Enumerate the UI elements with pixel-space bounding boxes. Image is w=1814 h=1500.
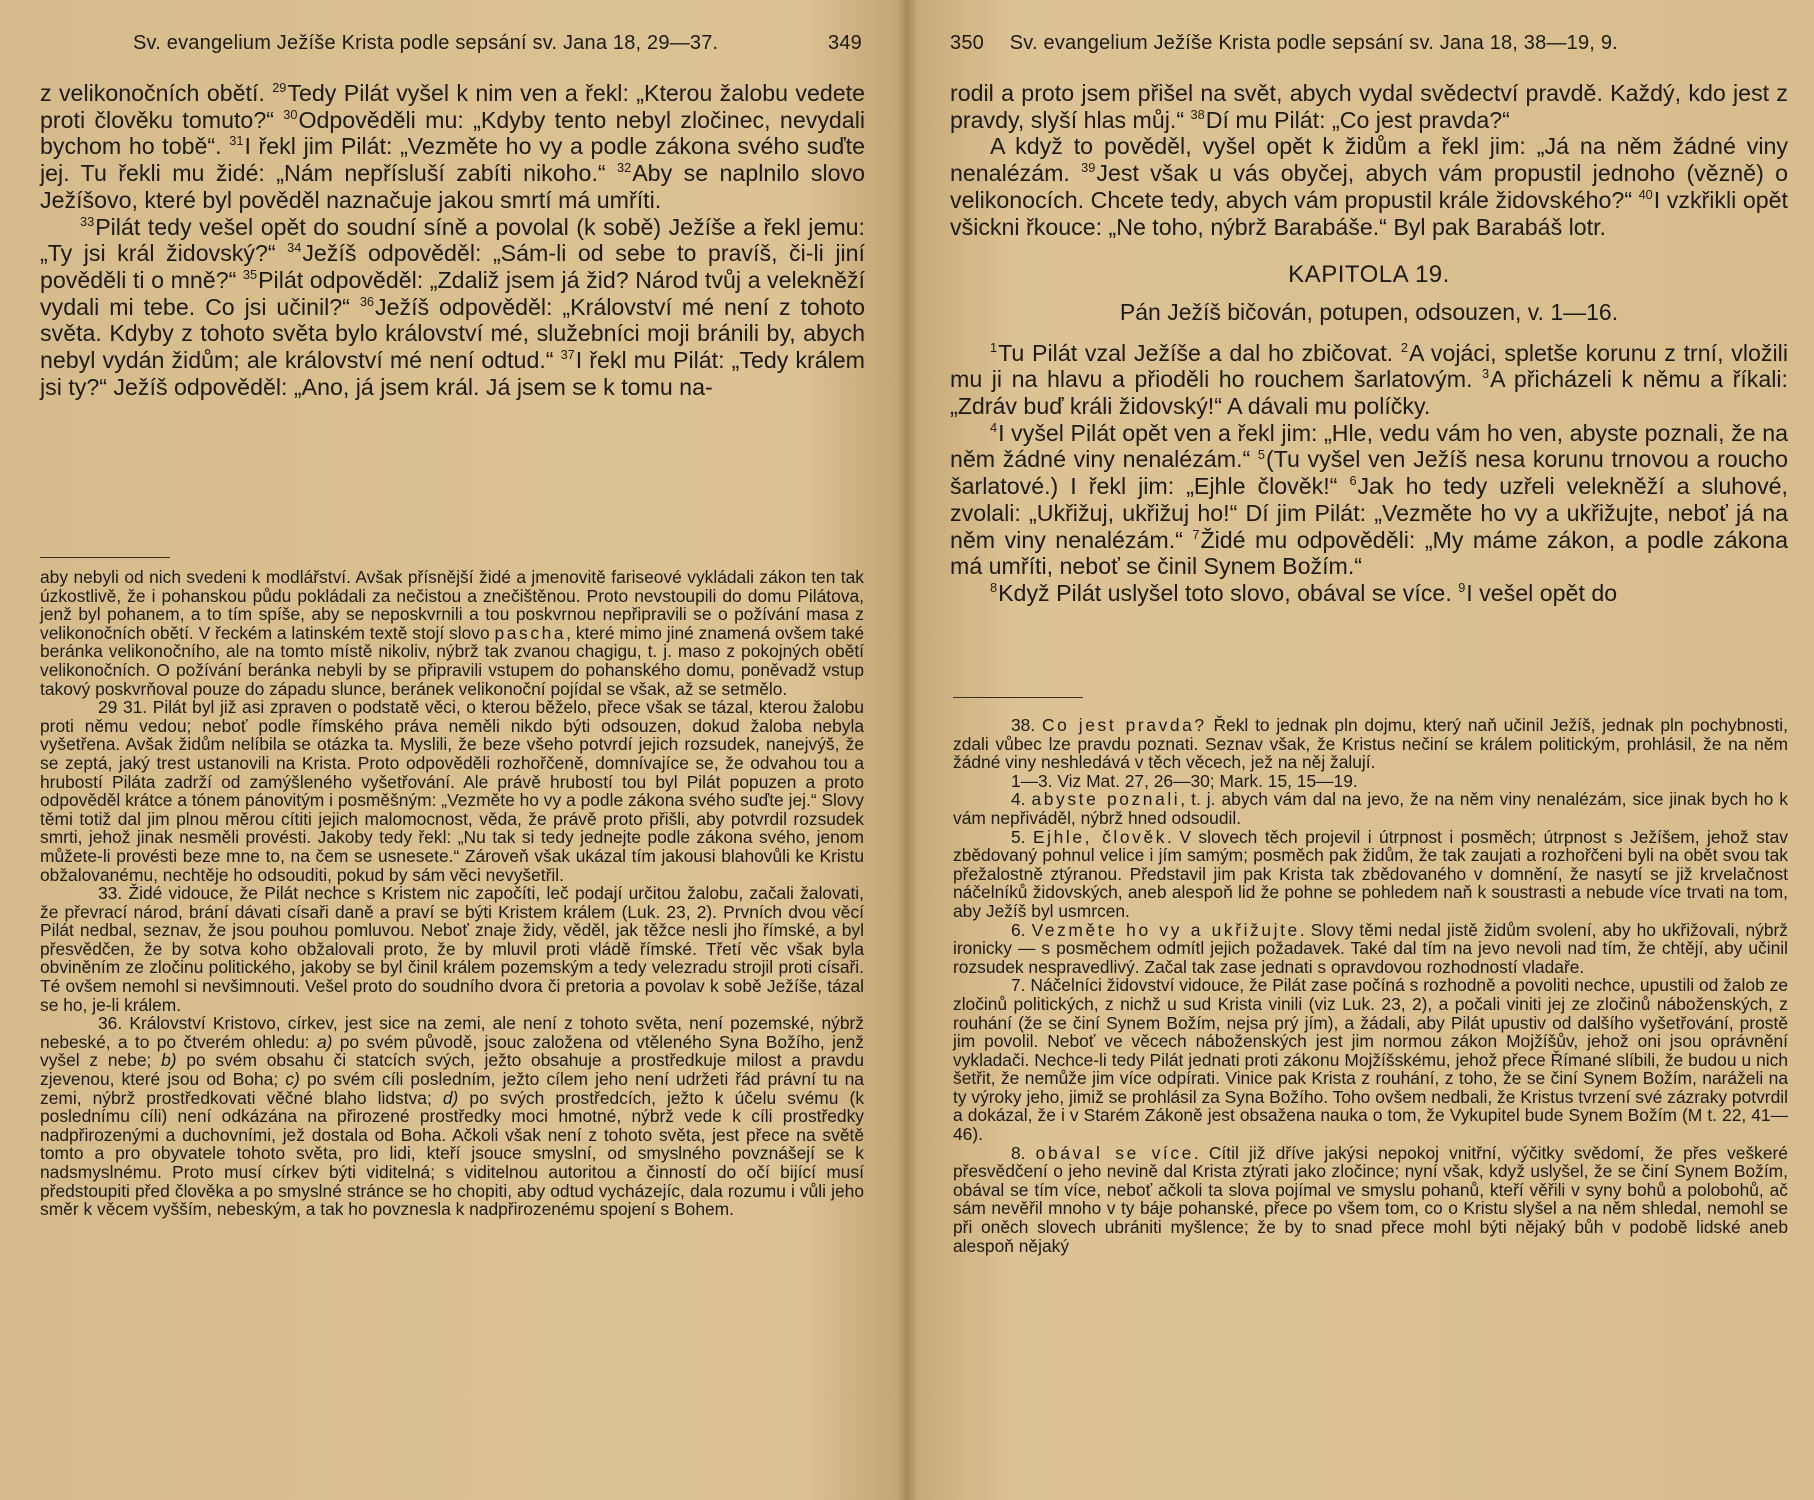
text-run: (Tu vyšel ven Ježíš nesa korunu trnovou a roucho šarlatové.) I řekl jim: „Ejhle člověk!“ <box>950 446 1788 500</box>
paragraph <box>950 580 1788 607</box>
text-run: 1—3. Viz Mat. 27, 26—30; Mark. 15, 15—19. <box>1011 770 1358 791</box>
verse-number: 36 <box>359 293 374 309</box>
text-run: , t. j. abych vám dal na jevo, že na něm viny nenalézám, sice jinak bych ho k vám nepřiváděl, nýbrž hned odsoudil. <box>953 789 1788 828</box>
text-run: . Cítil již dříve jakýsi nepokoj vnitřní, výčitky svědomí, že přes veškeré přesvědčení o jeho nevině dal Krista ztýrati jako zločince; nyní však, když uslyšel, že se činí Synem Božím, obával se tím více, neboť ačkoli ta slova pojímal ve smyslu pohanů, kteří věřili v syny bohů a polobohů, ač sám nevěřil mnoho v ty báje pohanské, přece po všem tom, co o Kristu slyšel a na něm shledal, nemohl se při oněch slovech ubrániti myšlence; že by to snad přece mohl býti nějaký bůh v podobě lidské aneb alespoň nějaký <box>953 1142 1788 1256</box>
left-page <box>0 0 900 1500</box>
emphasized-term: Co jest pravda? <box>1041 715 1207 735</box>
verse-number: 32 <box>617 160 632 176</box>
paragraph <box>950 80 1788 133</box>
verse-number: 9 <box>1458 580 1466 596</box>
text-run: aby nebyli od nich svedeni k modlářství. Avšak přísnější židé a jmenovitě fariseové vykládali zákon ten tak úzkostlivě, že i pohanskou půdu pokládali za nečistou a znečištěnou. Proto nevstoupili do domu Pilátova, jenž byl pohanem, a to tím spíše, aby se neposkvrnili a tou poskvrnou nepřipravili se o požívání masa z velikonočních obětí. V řeckém a latinském textě stojí slovo <box>40 567 864 643</box>
verse-number: 38 <box>1190 106 1205 122</box>
text-run: I vyšel Pilát opět ven a řekl jim: „Hle, vedu vám ho ven, abyste poznali, že na něm žádné viny nenalézám.“ <box>950 419 1788 473</box>
text-run: . V slovech těch projevil i útrpnost i posměch; útrpnost s Ježíšem, jehož stav zbědovaný pohnul velice i jím samým; posměch pak židům, že tak zaujati a rozhořčeni byli na obět svou tak přežalostně ztýranou. Představil jim pak Krista tak zbědovaného v domnění, že nasytí se již krvelačnost náčelníků židovských, aneb alespoň lid že pohne se pohledem naň k soustrasti a nebude více trvati na tom, aby Ježíš byl usmrcen. <box>953 826 1788 921</box>
verse-number: 34 <box>287 240 302 256</box>
text-run: A přicházeli k němu a říkali: „Zdráv buď králi židovský!“ A dávali mu políčky. <box>950 366 1788 420</box>
text-run: 29 31. Pilát byl již asi zpraven o podstatě věci, o kterou běželo, přece však se tázal, kterou žalobu proti němu vedou; neboť podle římského práva neměli nikdo býti odsouzen, dokud žaloba nebyla vyšetřena. Avšak židům nelíbila se otázka ta. Myslili, že beze všeho potvrdí jejich rozsudek, nanejvýš, že se zeptá, jaký trest ustanovili na Krista. Proto odpověděli rozhořčeně, domnívajíce se, že odvahou tou a hrubostí Piláta zadrží od zamýšleného vyšetřování. Ale právě hrubostí tou byl Pilát popuzen a proto odpověděl krátce a tónem pánovitým i posměšným: „Vezměte ho vy a podle zákona svého suďte jej.“ Slovy těmi totiž dal jim plnou měrou cítiti jejich malomocnost, věda, že právě proto přišli, aby potvrdil rozsudek smrti, jehož jinak nesměli provésti. Jakoby tedy řekl: „Nu tak si tedy jednejte podle zákona svého, jenom můžete-li provésti beze mne to, na čem se usnesete.“ Zároveň však ukázal tím jakousi blahovůli ke Kristu obžalovanému, nechtěje ho odsouditi, pokud by sám věci nevyšetřil. <box>40 697 864 885</box>
paragraph <box>40 698 864 884</box>
emphasized-term: Ejhle, člověk <box>1032 826 1168 847</box>
paragraph <box>953 716 1788 772</box>
gospel-paragraphs-after <box>950 340 1788 607</box>
text-run: , které mimo jiné znamená ovšem také beránka velikonočního, ale na tomto místě nikoliv, nýbrž tak zvanou chagigu, t. j. maso z pokojných obětí velikonočních. O požívání beránka nebyli by se připravili vstupem do pohanského domu, poněvadž vstup takový poskvrňoval pouze do západu slunce, beránek velikonoční pojídal se však, až se setmělo. <box>40 622 864 699</box>
paragraph <box>953 828 1788 921</box>
page-number: 349 <box>828 32 862 54</box>
emphasized-term: obával se více <box>1035 1142 1194 1163</box>
text-run: rodil a proto jsem přišel na svět, abych vydal svědectví pravdě. Každý, kdo jest z pravdy, slyší hlas můj.“ <box>950 80 1788 133</box>
verse-number: 4 <box>990 419 998 435</box>
verse-number: 37 <box>560 347 575 363</box>
chapter-title: KAPITOLA 19. <box>1288 261 1450 289</box>
text-run: Jak ho tedy uzřeli velekněží a sluhové, zvolali: „Ukřižuj, ukřižuj ho!“ Dí jim Pilát: „Vezměte ho vy a ukřižujte, neboť já na něm viny nenalézám.“ <box>950 473 1788 553</box>
running-head <box>133 32 862 55</box>
enumeration-letter: c) <box>285 1069 300 1090</box>
text-run: Židé mu odpověděli: „My máme zákon, a podle zákona má umříti, neboť se činil Synem Božím.“ <box>950 526 1788 580</box>
enumeration-letter: d) <box>442 1087 459 1108</box>
text-run: A vojáci, spletše korunu z trní, vložili mu ji na hlavu a přioděli ho rouchem šarlatovým. <box>950 339 1788 393</box>
verse-number: 29 <box>272 80 287 96</box>
verse-number: 2 <box>1400 339 1408 355</box>
text-run: po svém původě, jsouc založena od vtěleného Syna Božího, jenž vyšel z nebe; <box>40 1031 864 1071</box>
text-run: Pilát tedy vešel opět do soudní síně a povolal (k sobě) Ježíše a řekl jemu: „Ty jsi král židovský?“ <box>40 213 865 267</box>
text-run: 4. <box>1011 789 1032 810</box>
paragraph <box>950 420 1788 580</box>
text-run: A když to pověděl, vyšel opět k židům a řekl jim: „Já na něm žádné viny nenalézám. <box>950 133 1788 187</box>
right-page <box>905 0 1814 1500</box>
text-run: Ježíš odpověděl: „Sám-li od sebe to pravíš, či-li jiní pověděli ti o mně?“ <box>40 240 865 293</box>
text-run: I řekl jim Pilát: „Vezměte ho vy a podle zákona svého suďte jej. Tu řekli mu židé: „Nám nepřísluší zabíti nikoho.“ <box>40 133 865 187</box>
text-run: Jest však u vás obyčej, abych vám propustil jednoho (vězně) o velikonocích. Chcete tedy, abych vám propustil krále židovského?“ <box>950 160 1788 213</box>
running-head-title: Sv. evangelium Ježíše Krista podle sepsání sv. Jana 18, 38—19, 9. <box>1009 32 1618 54</box>
verse-number: 1 <box>990 339 998 355</box>
paragraph <box>950 340 1788 420</box>
paragraph <box>953 1144 1788 1256</box>
text-run: 8. <box>1011 1142 1036 1163</box>
verse-number: 33 <box>80 213 95 229</box>
paragraph <box>40 214 865 401</box>
chapter-subtitle: Pán Ježíš bičován, potupen, odsouzen, v. 1—16. <box>1119 298 1619 325</box>
verse-number: 40 <box>1638 186 1653 202</box>
emphasized-term: abyste poznali <box>1031 789 1181 810</box>
text-run: Když Pilát uslyšel toto slovo, obával se více. <box>998 579 1459 606</box>
paragraph <box>40 568 864 698</box>
text-run: 6. <box>1011 919 1032 940</box>
text-run: 33. Židé vidouce, že Pilát nechce s Kristem nic započíti, leč podají určitou žalobu, začali žalovati, že převrací národ, brání dávati císaři daně a praví se býti Kristem králem (Luk. 23, 2). Prvních dvou věcí Pilát nedbal, seznav, že jsou pouhou pomluvou. Neboť znaje židy, věděl, jak těžce nesli jho římské, a byl přesvědčen, že by sotva koho obžalovali proto, že by mluvil proti vládě římské. Třetí věc však byla obviněním ze zločinu politického, jakoby se byl činil králem pozemským a tedy velezradu strojil proti císaři. Té ovšem nemohl si nevšimnouti. Vešel proto do soudního dvora či pretoria a povolav k sobě Ježíše, tázal se ho, je-li králem. <box>40 883 864 1015</box>
paragraph <box>953 790 1788 827</box>
gospel-text <box>40 80 865 400</box>
text-run: I vzkřikli opět všickni řkouce: „Ne toho, nýbrž Barabáše.“ Byl pak Barabáš lotr. <box>950 186 1788 240</box>
gospel-text <box>950 80 1788 607</box>
verse-number: 5 <box>1257 446 1265 462</box>
enumeration-letter: b) <box>161 1050 177 1071</box>
text-run: Pilát odpověděl: „Zdaliž jsem já žid? Národ tvůj a velekněží vydali mi tebe. Co jsi učinil?“ <box>40 266 865 320</box>
text-run: po svém obsahu či statcích svých, ježto obsahuje a prostředkuje milost a pravdu zjevenou, které jsou od Boha; <box>40 1050 864 1090</box>
text-run: Tedy Pilát vyšel k nim ven a řekl: „Kterou žalobu vedete proti člověku tomuto?“ <box>40 80 865 133</box>
commentary-notes <box>40 568 864 1219</box>
emphasized-term: pascha <box>494 622 567 643</box>
running-head-title: Sv. evangelium Ježíše Krista podle sepsání sv. Jana 18, 29—37. <box>133 32 719 54</box>
verse-number: 8 <box>990 580 998 596</box>
page-number: 350 <box>950 32 984 54</box>
verse-number: 35 <box>242 267 258 282</box>
text-run: 5. <box>1011 826 1033 847</box>
text-run: 7. Náčelníci židovství vidouce, že Pilát zase počíná s rozhodně a povoliti nechce, upustili od žalob ze zločinů politických, z nichž u sud Krista vinili (viz Luk. 23, 2), a počali viniti jej ze zločinů náboženských, z rouhání (že se činí Synem Božím, nejsa prý jím), a žádali, aby Pilát upustiv od dalšího vyšetřování, prostě jim povolil. Neboť ve věcech náboženských jest jim normou zákon Mojžíšův, jehož oni jsou oprávnění vykladači. Nechce-li tedy Pilát jednati proti zákonu Mojžíšskému, jehož přece Římané slíbili, že budou u nich šetřit, že nemůže jim více odpírati. Vinice pak Krista z rouhání, z toho, že se činí Synem Božím, naráželi na ty výroky jeho, jimiž se prohlásil za Syna Božího. Toho ovšem nedbali, že Kristus tvrzení své zázraky potvrdil a dokázal, že i v Starém Zákoně jest obsažena nauka o tom, že Vykupitel bude Synem Božím (M t. 22, 41—46). <box>953 975 1788 1145</box>
text-run: po svém cíli posledním, ježto cílem jeho není udržeti řád právní tu na zemi, nýbrž prostředkovati věčné blaho lidstva; <box>40 1069 864 1108</box>
verse-number: 39 <box>1081 160 1096 176</box>
text-run: 36. Království Kristovo, církev, jest sice na zemi, ale není z tohoto světa, není pozemské, nýbrž nebeské, a to po čtverém ohledu: <box>40 1013 864 1052</box>
text-run: 38. <box>1011 715 1042 735</box>
verse-number: 30 <box>283 106 298 122</box>
verse-number: 31 <box>229 133 244 149</box>
emphasized-term: Vezměte ho vy a ukřižujte <box>1031 919 1300 940</box>
verse-number: 7 <box>1192 526 1200 542</box>
gospel-paragraphs-before <box>950 80 1788 240</box>
paragraph <box>40 1014 864 1219</box>
text-run: po svých prostředcích, ježto k účelu svému (k poslednímu cíli) není odkázána na přirozené prostředky moci hmotné, nýbrž vede k cíli prostředky nadpřirozenými a duchovními, jež dostala od Boha. Ačkoli však není z tohoto světa, jest přece na světě tomto a pro obyvatele tohoto světa, pro lidi, kteří jsouce smyslní, od smyslného povznášejí se k nadsmyslnému. Proto musí církev býti viditelná; s viditelnou autoritou a činností do očí bijící musí předstoupiti před člověka a po smyslné stránce se ho chopiti, aby odtud vycházejíc, dala rozumu i vůli jeho směr k věcem vyšším, nebeským, a tak ho povznesla k nadpřirozenému spojení s Bohem. <box>40 1087 865 1220</box>
text-run: Dí mu Pilát: „Co jest pravda?“ <box>1205 106 1510 133</box>
running-head <box>950 32 1618 55</box>
text-run: Tu Pilát vzal Ježíše a dal ho zbičovat. <box>998 339 1401 366</box>
text-run: I vešel opět do <box>1466 579 1618 606</box>
paragraph <box>950 133 1788 240</box>
enumeration-letter: a) <box>316 1031 333 1052</box>
verse-number: 6 <box>1349 473 1357 489</box>
paragraph <box>40 884 864 1014</box>
text-run: Aby se naplnilo slovo Ježíšovo, které byl pověděl naznačuje jakou smrtí má umříti. <box>40 160 865 213</box>
text-run: I řekl mu Pilát: „Tedy králem jsi ty?“ Ježíš odpověděl: „Ano, já jsem král. Já jsem se k tomu na- <box>40 347 865 400</box>
text-run: . Slovy těmi nedal jistě židům svolení, aby ho ukřižovali, nýbrž ironicky — s posměchem odmítl jejich požadavek. Také dal tím na jevo nevoli nad tím, že chtějí, aby učinil rozsudek nespravedlivý. Začal tak zase jednati s opravdovou rozhodností vladaře. <box>953 919 1788 977</box>
paragraph <box>953 772 1788 791</box>
verse-number: 3 <box>1482 366 1490 382</box>
text-run: z velikonočních obětí. <box>40 80 273 106</box>
paragraph <box>40 80 865 214</box>
text-run: Odpověděli mu: „Kdyby tento nebyl zločinec, nevydali bychom ho tobě“. <box>40 106 866 160</box>
footnote-rule <box>953 697 1083 698</box>
paragraph <box>953 921 1788 977</box>
paragraph <box>953 976 1788 1143</box>
footnote-rule <box>40 557 170 558</box>
text-run: Ježíš odpověděl: „Království mé není z tohoto světa. Kdyby z tohoto světa bylo království mé, služebníci moji bránili by, abych nebyl vydán židům; ale království mé není odtud.“ <box>40 293 865 374</box>
commentary-notes <box>953 716 1788 1255</box>
text-run: Řekl to jednak pln dojmu, který naň učinil Ježíš, jednak pln pochybnosti, zdali vůbec lze pravdu poznati. Seznav však, že Kristus nečiní se králem politickým, prohlásil, že na něm žádné viny neshledává v těch věcech, jež na něj žalují. <box>953 715 1788 773</box>
